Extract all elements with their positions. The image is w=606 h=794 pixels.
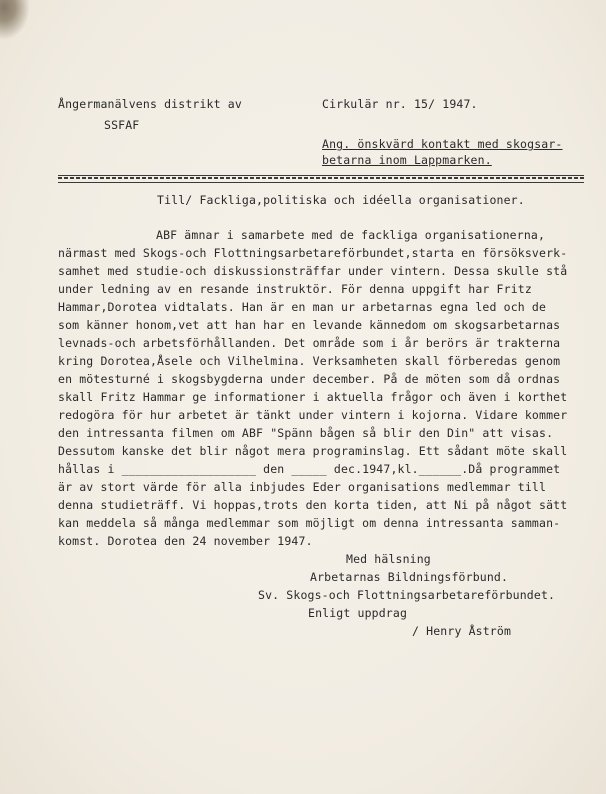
body-line: Dessutom kanske det blir något mera programinslag. Ett sådant möte skall — [58, 444, 568, 458]
circular-number: Cirkulär nr. 15/ 1947. — [322, 97, 478, 111]
subject-line-1: Ang. önskvärd kontakt med skogsar- — [322, 137, 563, 151]
body-line: skall Fritz Hammar ge informationer i aktuella frågor och även i korthet — [58, 390, 568, 404]
closing-on-behalf: Enligt uppdrag — [308, 606, 408, 620]
body-line: under ledning av en resande instruktör. För denna uppgift har Fritz — [58, 282, 532, 296]
body-line: denna studieträff. Vi hoppas,trots den korta tiden, att Ni på något sätt — [58, 498, 568, 512]
body-line: ABF ämnar i samarbete med de fackliga organisationerna, — [156, 228, 546, 242]
sender-line-1: Ångermanälvens distrikt av — [58, 97, 242, 111]
separator-line — [58, 175, 584, 183]
body-line: är av stort värde för alla inbjudes Eder organisations medlemmar till — [58, 480, 547, 494]
body-line: den intressanta filmen om ABF "Spänn bågen så blir den Din" att visas. — [58, 426, 554, 440]
sender-line-2: SSFAF — [104, 118, 140, 132]
body-line: samhet med studie-och diskussionsträffar under vintern. Dessa skulle stå — [58, 264, 568, 278]
subject-line-2: betarna inom Lappmarken. — [322, 153, 492, 167]
body-line: komst. Dorotea den 24 november 1947. — [58, 534, 313, 548]
addressee: Till/ Fackliga,politiska och idéella organisationer. — [157, 193, 525, 207]
signature: / Henry Åström — [412, 624, 512, 638]
body-line: kring Dorotea,Åsele och Vilhelmina. Verksamheten skall förberedas genom — [58, 354, 561, 368]
closing-greeting: Med hälsning — [346, 552, 431, 566]
closing-org-2: Sv. Skogs-och Flottningsarbetareförbundet. — [258, 588, 556, 602]
paper-stain — [0, 0, 30, 40]
body-line: kan meddela så många medlemmar som möjligt om denna intressanta samman- — [58, 516, 561, 530]
body-line: redogöra för hur arbetet är tänkt under vintern i kojorna. Vidare kommer — [58, 408, 568, 422]
body-line-with-blanks: hållas i ___________________ den _____ dec.1947,kl.______.Då programmet — [58, 462, 561, 476]
body-line: Hammar,Dorotea vidtalats. Han är en man ur arbetarnas egna led och de — [58, 300, 547, 314]
body-line: en mötesturné i skogsbygderna under december. På de möten som då ordnas — [58, 372, 561, 386]
body-line: som känner honom,vet att han har en levande kännedom om skogsarbetarnas — [58, 318, 561, 332]
closing-org-1: Arbetarnas Bildningsförbund. — [310, 570, 509, 584]
body-line: närmast med Skogs-och Flottningsarbetareförbundet,starta en försöksverk- — [58, 246, 568, 260]
body-line: levnads-och arbetsförhållanden. Det område som i år berörs är trakterna — [58, 336, 561, 350]
